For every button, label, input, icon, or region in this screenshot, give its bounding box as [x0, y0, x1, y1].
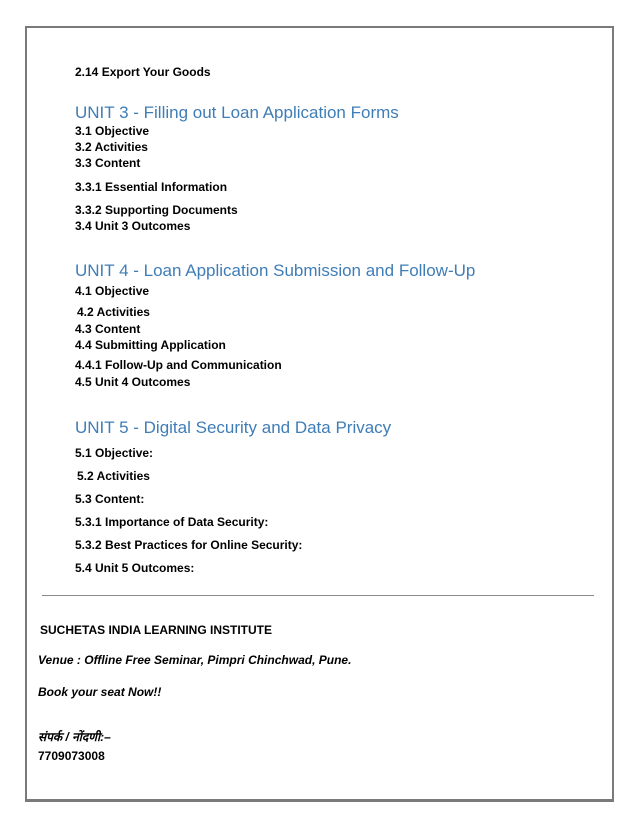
- toc-item: 4.4 Submitting Application: [75, 338, 226, 352]
- toc-item: 5.4 Unit 5 Outcomes:: [75, 561, 195, 575]
- toc-item: 4.3 Content: [75, 322, 141, 336]
- toc-item: 5.2 Activities: [77, 469, 150, 483]
- toc-item: 4.5 Unit 4 Outcomes: [75, 375, 191, 389]
- toc-item: 4.2 Activities: [77, 305, 150, 319]
- toc-item: 5.1 Objective:: [75, 446, 154, 460]
- toc-item: 3.4 Unit 3 Outcomes: [75, 219, 191, 233]
- unit-heading: UNIT 3 - Filling out Loan Application Forms: [75, 103, 399, 122]
- venue-text: Venue : Offline Free Seminar, Pimpri Chinchwad, Pune.: [38, 653, 352, 667]
- toc-item: 5.3.2 Best Practices for Online Security:: [75, 538, 303, 552]
- section-divider: [42, 595, 594, 596]
- contact-label: संपर्क / नोंदणी:–: [38, 730, 111, 744]
- toc-item: 5.3 Content:: [75, 492, 145, 506]
- institute-name: SUCHETAS INDIA LEARNING INSTITUTE: [40, 623, 273, 637]
- toc-item: 5.3.1 Importance of Data Security:: [75, 515, 269, 529]
- unit-heading: UNIT 4 - Loan Application Submission and Follow-Up: [75, 261, 476, 280]
- cta-text: Book your seat Now!!: [38, 685, 162, 699]
- unit-heading: UNIT 5 - Digital Security and Data Privacy: [75, 418, 392, 437]
- toc-item: 4.1 Objective: [75, 284, 150, 298]
- toc-item: 3.3.1 Essential Information: [75, 180, 228, 194]
- toc-item: 4.4.1 Follow-Up and Communication: [75, 358, 282, 372]
- toc-item: 3.3.2 Supporting Documents: [75, 203, 238, 217]
- toc-item: 3.1 Objective: [75, 124, 150, 138]
- toc-item: 3.2 Activities: [75, 140, 148, 154]
- toc-item: 2.14 Export Your Goods: [75, 65, 211, 79]
- phone-number: 7709073008: [38, 749, 105, 763]
- toc-item: 3.3 Content: [75, 156, 141, 170]
